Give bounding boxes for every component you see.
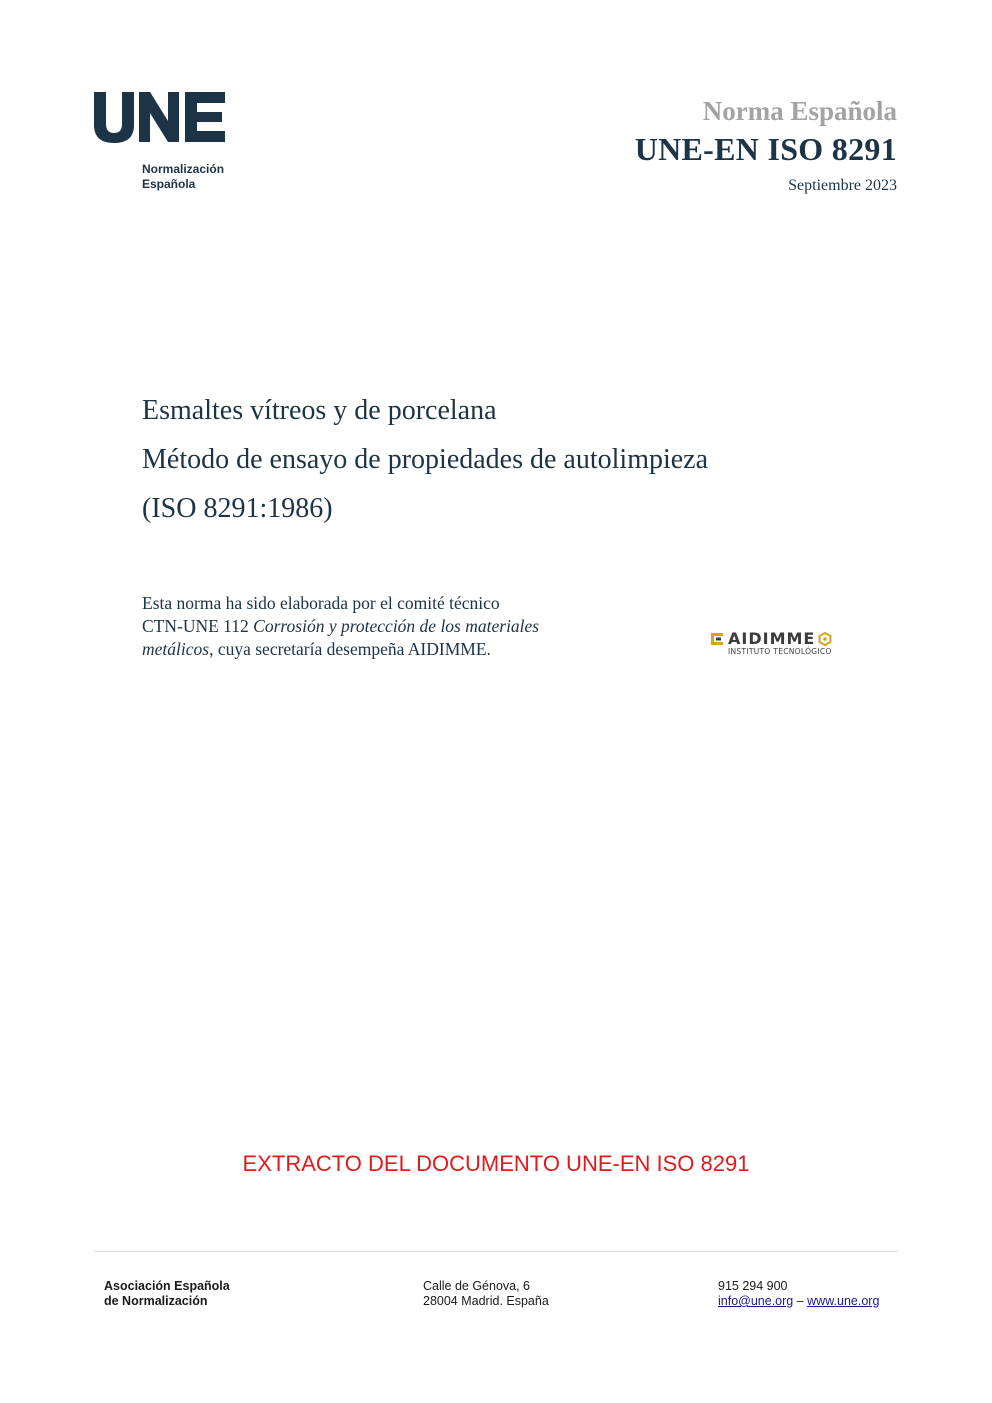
aidimme-logo	[710, 630, 880, 657]
title-line-3: (ISO 8291:1986)	[142, 493, 333, 524]
title-line-2: Método de ensayo de propiedades de autolimpieza	[142, 444, 709, 475]
une-logo-subtitle-line1: Normalización	[142, 162, 225, 176]
document-title	[142, 386, 708, 533]
standard-code: UNE-EN ISO 8291	[634, 131, 897, 167]
title-line-1: Esmaltes vítreos y de porcelana	[142, 395, 497, 426]
committee-code: CTN-UNE 112	[142, 616, 254, 636]
footer-address-line-2: 28004 Madrid. España	[423, 1294, 549, 1308]
footer-organization	[104, 1279, 230, 1309]
aidimme-subtitle: INSTITUTO TECNOLÓGICO	[728, 647, 832, 656]
committee-line-2	[142, 615, 612, 638]
footer-address	[423, 1279, 549, 1309]
footer-link-separator: –	[793, 1294, 808, 1308]
une-logo	[92, 88, 228, 144]
footer-divider	[94, 1251, 898, 1252]
footer-org-line-1: Asociación Española	[104, 1279, 230, 1293]
aidimme-hexagon-icon	[818, 632, 832, 646]
une-logo-mark	[92, 88, 228, 144]
committee-line-3	[142, 638, 612, 661]
committee-name-part2: metálicos	[142, 639, 210, 659]
standard-date: Septiembre 2023	[788, 177, 897, 194]
committee-statement	[142, 592, 612, 661]
footer-contact	[718, 1279, 879, 1309]
extract-notice: EXTRACTO DEL DOCUMENTO UNE-EN ISO 8291	[242, 1151, 750, 1176]
une-logo-subtitle-line2: Española	[142, 177, 196, 191]
footer-website-link[interactable]: www.une.org	[807, 1294, 880, 1308]
footer-email-link[interactable]: info@une.org	[718, 1294, 794, 1308]
committee-secretariat: , cuya secretaría desempeña AIDIMME.	[209, 639, 491, 659]
aidimme-bracket-icon	[710, 632, 725, 646]
footer-links	[718, 1294, 879, 1309]
committee-name-part1: Corrosión y protección de los materiales	[253, 616, 540, 636]
committee-line-1: Esta norma ha sido elaborada por el comité técnico	[142, 593, 500, 613]
aidimme-name: AIDIMME	[728, 629, 816, 648]
une-logo-subtitle	[142, 162, 224, 192]
footer-org-line-2: de Normalización	[104, 1294, 208, 1308]
footer-phone: 915 294 900	[718, 1279, 788, 1293]
standard-kind: Norma Española	[702, 96, 897, 126]
footer-address-line-1: Calle de Génova, 6	[423, 1279, 531, 1293]
aidimme-logo-row	[710, 630, 880, 647]
